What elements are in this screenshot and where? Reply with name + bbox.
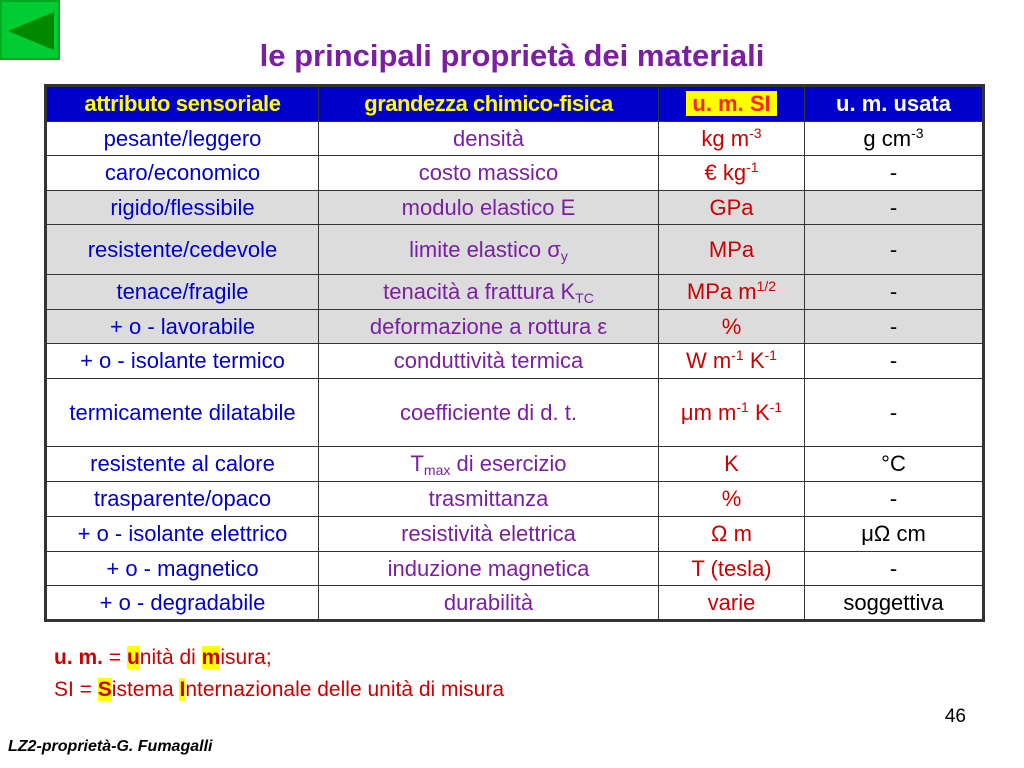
- quantity-cell: resistività elettrica: [319, 517, 659, 552]
- used-unit-cell: g $cm^{-3}$: [805, 122, 984, 156]
- table-row: [46, 482, 984, 517]
- attribute-cell: + o - degradabile: [46, 586, 319, 621]
- quantity-cell: densità: [319, 122, 659, 156]
- table-row: [46, 447, 984, 482]
- attribute-cell: resistente/cedevole: [46, 225, 319, 275]
- si-unit-cell: GPa: [659, 191, 805, 225]
- quantity-cell: limite elastico $\sigma_y$: [319, 225, 659, 275]
- attribute-cell: pesante/leggero: [46, 122, 319, 156]
- quantity-cell: conduttività termica: [319, 344, 659, 379]
- quantity-cell: modulo elastico E: [319, 191, 659, 225]
- attribute-cell: tenace/fragile: [46, 275, 319, 310]
- attribute-cell: + o - lavorabile: [46, 310, 319, 344]
- attribute-cell: + o - isolante elettrico: [46, 517, 319, 552]
- si-unit-cell: μm $m^{-1}$ $K^{-1}$: [659, 379, 805, 447]
- table-row: [46, 191, 984, 225]
- header-cell: [46, 86, 319, 122]
- attribute-cell: + o - magnetico: [46, 552, 319, 586]
- si-unit-cell: kg $m^{-3}$: [659, 122, 805, 156]
- table-row: [46, 225, 984, 275]
- quantity-cell: $T_{max}$ di esercizio: [319, 447, 659, 482]
- attribute-cell: caro/economico: [46, 156, 319, 191]
- quantity-cell: durabilità: [319, 586, 659, 621]
- used-unit-cell: μΩ cm: [805, 517, 984, 552]
- table-header-row: [46, 86, 984, 122]
- header-cell: [805, 86, 984, 122]
- si-unit-cell: %: [659, 310, 805, 344]
- used-unit-cell: -: [805, 379, 984, 447]
- quantity-cell: induzione magnetica: [319, 552, 659, 586]
- header-si-unit: u. m. SI: [686, 91, 776, 116]
- quantity-cell: coefficiente di d. t.: [319, 379, 659, 447]
- used-unit-cell: -: [805, 344, 984, 379]
- legend-line-si: SI = Sistema Internazionale delle unità di misura: [54, 678, 505, 701]
- quantity-cell: costo massico: [319, 156, 659, 191]
- used-unit-cell: soggettiva: [805, 586, 984, 621]
- table-row: [46, 156, 984, 191]
- table-row: [46, 552, 984, 586]
- attribute-cell: resistente al calore: [46, 447, 319, 482]
- used-unit-cell: -: [805, 310, 984, 344]
- si-unit-cell: T (tesla): [659, 552, 805, 586]
- table-row: [46, 586, 984, 621]
- table-row: [46, 122, 984, 156]
- footer-credit: LZ2-proprietà-G. Fumagalli: [8, 738, 213, 755]
- used-unit-cell: -: [805, 156, 984, 191]
- legend-line-unit: u. m. = unità di misura;: [54, 646, 272, 669]
- used-unit-cell: -: [805, 552, 984, 586]
- used-unit-cell: °C: [805, 447, 984, 482]
- used-unit-cell: -: [805, 225, 984, 275]
- si-unit-cell: varie: [659, 586, 805, 621]
- quantity-cell: deformazione a rottura ε: [319, 310, 659, 344]
- table-row: [46, 379, 984, 447]
- si-unit-cell: %: [659, 482, 805, 517]
- header-attribute: attributo sensoriale: [84, 91, 281, 116]
- used-unit-cell: -: [805, 275, 984, 310]
- used-unit-cell: -: [805, 482, 984, 517]
- table-row: [46, 310, 984, 344]
- header-quantity: grandezza chimico-fisica: [364, 91, 613, 116]
- table-row: [46, 517, 984, 552]
- table-row: [46, 344, 984, 379]
- slide-title: le principali proprietà dei materiali: [259, 38, 765, 73]
- si-unit-cell: W $m^{-1}$ $K^{-1}$: [659, 344, 805, 379]
- slide-number: 46: [944, 706, 966, 727]
- quantity-cell: trasmittanza: [319, 482, 659, 517]
- si-unit-cell: MPa $m^{1/2}$: [659, 275, 805, 310]
- used-unit-cell: -: [805, 191, 984, 225]
- attribute-cell: + o - isolante termico: [46, 344, 319, 379]
- si-unit-cell: MPa: [659, 225, 805, 275]
- legend: [54, 642, 504, 706]
- attribute-cell: termicamente dilatabile: [46, 379, 319, 447]
- header-cell: [319, 86, 659, 122]
- si-unit-cell: € $kg^{-1}$: [659, 156, 805, 191]
- header-cell: [659, 86, 805, 122]
- table-row: [46, 275, 984, 310]
- attribute-cell: trasparente/opaco: [46, 482, 319, 517]
- attribute-cell: rigido/flessibile: [46, 191, 319, 225]
- properties-table: [44, 84, 985, 622]
- si-unit-cell: K: [659, 447, 805, 482]
- header-used-unit: u. m. usata: [836, 91, 951, 116]
- quantity-cell: tenacità a frattura $K_{TC}$: [319, 275, 659, 310]
- si-unit-cell: Ω m: [659, 517, 805, 552]
